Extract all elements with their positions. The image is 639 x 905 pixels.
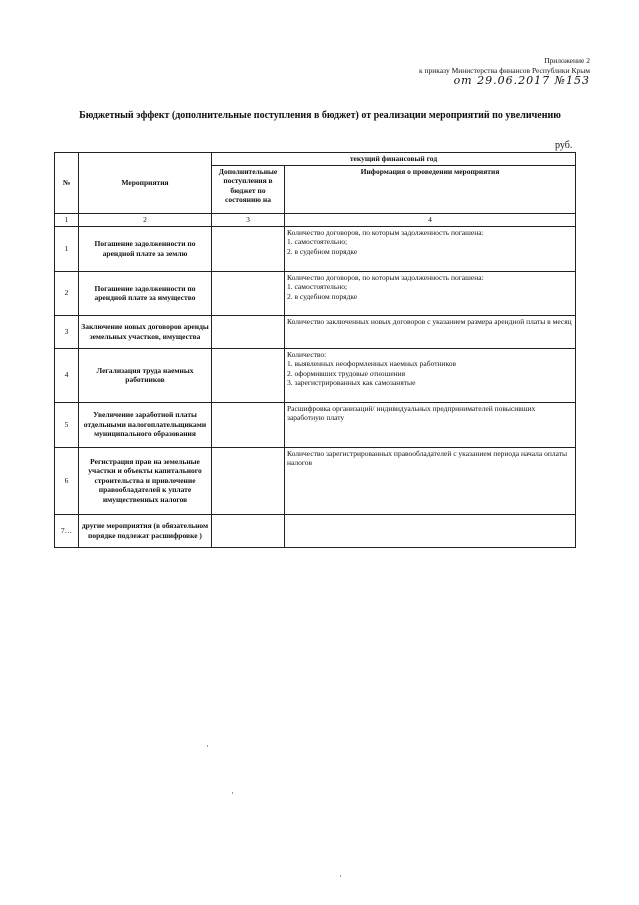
header-info: Информация о проведении мероприятия (285, 165, 576, 214)
row-amount (212, 348, 285, 402)
info-line: Количество договоров, по которым задолженность погашена: (287, 272, 484, 282)
header-group: текущий финансовый год (212, 153, 576, 166)
info-line: Количество заключенных новых договоров с указанием размера арендной платы в месяц (287, 316, 572, 326)
index-cell: 2 (79, 214, 212, 227)
index-cell: 3 (212, 214, 285, 227)
appendix-date-number: от 29.06.2017 №153 (453, 74, 590, 87)
table-row (55, 348, 576, 402)
currency-unit: руб. (555, 140, 573, 151)
row-event: Погашение задолженности по арендной плате за имущество (79, 271, 212, 315)
table-row (55, 226, 576, 271)
info-line: 1. самостоятельно; (287, 282, 348, 291)
info-line: Количество: (287, 349, 327, 359)
appendix-label: Приложение 2 (544, 56, 590, 65)
row-event: Увеличение заработной платы отдельными налогоплательщиками муниципального образования (79, 402, 212, 447)
header-row-top (55, 153, 576, 166)
row-info (285, 402, 576, 447)
row-info (285, 514, 576, 547)
row-amount (212, 271, 285, 315)
header-additional: Дополнительные поступления в бюджет по состоянию на (212, 165, 285, 214)
row-info (285, 226, 576, 271)
info-line: 3. зарегистрированных как самозанятые (287, 378, 416, 387)
row-info (285, 447, 576, 514)
row-amount (212, 514, 285, 547)
row-event: Регистрация прав на земельные участки и объекты капитального строительства и привлечение правообладателей к уплате имущественных налогов (79, 447, 212, 514)
row-number: 7… (55, 514, 79, 547)
info-line: Количество договоров, по которым задолженность погашена: (287, 227, 484, 237)
scan-speck (232, 792, 233, 794)
info-line: 2. оформивших трудовые отношения (287, 368, 406, 378)
row-number: 1 (55, 226, 79, 271)
row-number: 4 (55, 348, 79, 402)
info-line: 2. в судебном порядке (287, 291, 358, 301)
row-event: Заключение новых договоров аренды земельных участков, имущества (79, 315, 212, 348)
scan-speck (207, 745, 208, 747)
row-event: другие мероприятия (в обязательном порядке подлежат расшифровке ) (79, 514, 212, 547)
table-row (55, 402, 576, 447)
index-row (55, 214, 576, 227)
row-info (285, 315, 576, 348)
row-info (285, 271, 576, 315)
row-info (285, 348, 576, 402)
table-row (55, 447, 576, 514)
index-cell: 1 (55, 214, 79, 227)
header-num: № (55, 153, 79, 214)
measures-table (54, 152, 576, 548)
row-event: Погашение задолженности по арендной плате за землю (79, 226, 212, 271)
info-line: 1. самостоятельно; (287, 237, 348, 246)
table-row (55, 315, 576, 348)
appendix-order: к приказу Министерства финансов Республики Крым (419, 66, 590, 75)
row-amount (212, 402, 285, 447)
row-number: 6 (55, 447, 79, 514)
row-amount (212, 226, 285, 271)
info-line: Количество зарегистрированных правообладателей с указанием периода начала оплаты налогов (287, 448, 568, 467)
row-number: 3 (55, 315, 79, 348)
table-row (55, 514, 576, 547)
appendix-block (290, 56, 590, 86)
document-title: Бюджетный эффект (дополнительные поступления в бюджет) от реализации мероприятий по увеличению (79, 110, 561, 121)
scan-speck (340, 875, 341, 877)
row-amount (212, 315, 285, 348)
info-line: 2. в судебном порядке (287, 246, 358, 256)
row-event: Легализация труда наемных работников (79, 348, 212, 402)
info-line: Расшифровка организаций/ индивидуальных предпринимателей повысивших заработную плату (287, 403, 536, 422)
index-cell: 4 (285, 214, 576, 227)
header-event: Мероприятия (79, 153, 212, 214)
row-number: 2 (55, 271, 79, 315)
row-amount (212, 447, 285, 514)
row-number: 5 (55, 402, 79, 447)
info-line: 1. выявленных неоформленных наемных работников (287, 359, 457, 368)
table-row (55, 271, 576, 315)
